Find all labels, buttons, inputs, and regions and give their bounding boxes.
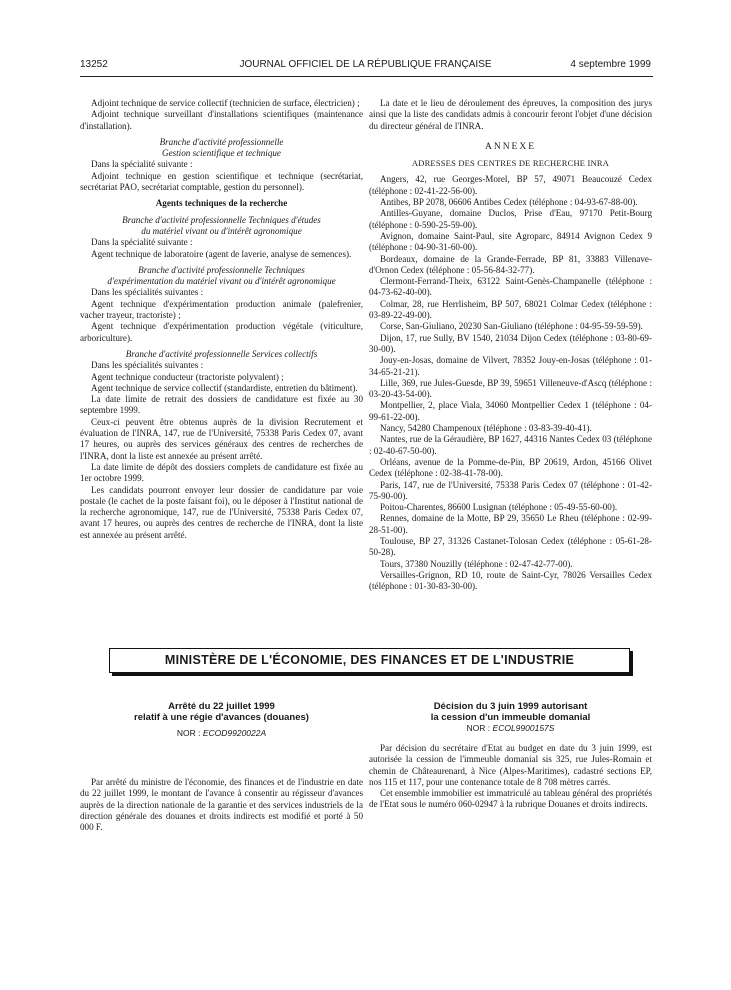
address-entry: Tours, 37380 Nouzilly (téléphone : 02-47-42-77-00). (380, 558, 573, 569)
address-entry: Poitou-Charentes, 86600 Lusignan (téléphone : 05-49-55-60-00). (380, 502, 618, 513)
address-entry: Jouy-en-Josas, domaine de Vilvert, 78352 Jouy-en-Josas (téléphone : 01-34-65-21-21). (369, 355, 652, 377)
right-column (369, 98, 652, 592)
nor-label: NOR : (466, 723, 493, 733)
paragraph: Agent technique de laboratoire (agent de laverie, analyse de semences). (91, 248, 352, 259)
address-entry: Bordeaux, domaine de la Grande-Ferrade, BP 81, 33883 Villenave-d'Ornon Cedex (téléphone : 05-56-84-32-77). (369, 253, 652, 275)
arrete-section (80, 701, 363, 833)
branch-heading: Gestion scientifique et technique (162, 148, 281, 159)
paragraph: La date limite de retrait des dossiers de candidature est fixée au 30 septembre 1999. (80, 394, 363, 416)
header-rule (80, 76, 653, 77)
paragraph: Dans les spécialités suivantes : (91, 360, 204, 371)
annexe-title: ANNEXE (484, 141, 537, 152)
decision-body: Par décision du secrétaire d'Etat au budget en date du 3 juin 1999, est autorisée la cession de l'immeuble domanial sis 325, rue Jules-Romain et chemin de Châteaurenard, à Nice (Alpes-Maritimes), cadastré sections EP, nos 115 et 117, pour une contenance totale de 8 708 mètres carrés. (369, 743, 652, 787)
address-entry: Nancy, 54280 Champenoux (téléphone : 03-83-39-40-41). (380, 423, 592, 434)
page-number: 13252 (80, 59, 108, 70)
paragraph: Agent technique conducteur (tractoriste polyvalent) ; (91, 371, 284, 382)
address-entry: Toulouse, BP 27, 31326 Castanet-Tolosan Cedex (téléphone : 05-61-28-50-28). (369, 535, 652, 558)
nor-reference (369, 723, 652, 734)
nor-label: NOR : (176, 728, 203, 738)
arrete-body: Par arrêté du ministre de l'économie, des finances et de l'industrie en date du 22 juillet 1999, le montant de l'avance à consentir au régisseur d'avances auprès de la direction nationale de la garantie et des services industriels de la direction générale des douanes et droits indirects est modifié et porté à 50 000 F. (80, 777, 363, 833)
address-entry: Angers, 42, rue Georges-Morel, BP 57, 49071 Beaucouzé Cedex (téléphone : 02-41-22-56-00). (369, 174, 652, 196)
address-entry: Antibes, BP 2078, 06606 Antibes Cedex (téléphone : 04-93-67-88-00). (380, 197, 638, 208)
paragraph: Agent technique d'expérimentation production animale (palefrenier, vacher trayeur, tractoriste) ; (80, 298, 363, 321)
decision-title: Décision du 3 juin 1999 autorisant (433, 701, 588, 712)
branch-heading: Branche d'activité professionnelle Techniques d'études (122, 214, 321, 225)
paragraph: Adjoint technique en gestion scientifique et technique (secrétariat, secrétariat PAO, secrétariat comptable, gestion du personnel). (80, 170, 363, 193)
nor-reference (80, 728, 363, 739)
address-entry: Versailles-Grignon, RD 10, route de Saint-Cyr, 78026 Versailles Cedex (téléphone : 01-30-83-30-00). (369, 569, 652, 592)
address-entry: Corse, San-Giuliano, 20230 San-Giuliano (téléphone : 04-95-59-59-59). (380, 321, 643, 332)
paragraph: Agent technique de service collectif (standardiste, entretien du bâtiment). (91, 382, 358, 393)
paragraph: Dans la spécialité suivante : (91, 159, 193, 170)
paragraph: Adjoint technique de service collectif (technicien de surface, électricien) ; (91, 98, 360, 108)
ministry-banner: MINISTÈRE DE L'ÉCONOMIE, DES FINANCES ET DE L'INDUSTRIE (109, 648, 630, 673)
left-column (80, 98, 363, 541)
arrete-subtitle: relatif à une régie d'avances (douanes) (134, 712, 309, 723)
paragraph: Dans les spécialités suivantes : (91, 287, 204, 298)
branch-heading: Branche d'activité professionnelle Techniques (138, 264, 305, 275)
address-entry: Avignon, domaine Saint-Paul, site Agroparc, 84914 Avignon Cedex 9 (téléphone : 04-90-31-60-00). (369, 230, 652, 253)
decision-subtitle: la cession d'un immeuble domanial (430, 712, 591, 723)
arrete-title: Arrêté du 22 juillet 1999 (168, 701, 275, 712)
nor-code: ECOD9920022A (202, 728, 267, 738)
branch-heading: Branche d'activité professionnelle Services collectifs (125, 348, 318, 359)
address-entry: Clermont-Ferrand-Theix, 63122 Saint-Genès-Champanelle (téléphone : 04-73-62-40-00). (369, 276, 652, 298)
paragraph: La date et le lieu de déroulement des épreuves, la composition des jurys ainsi que la liste des candidats admis à concourir feront l'objet d'une décision du directeur général de l'INRA. (369, 98, 652, 131)
address-entry: Orléans, avenue de la Pomme-de-Pin, BP 20619, Ardon, 45166 Olivet Cedex (téléphone : 02-38-41-78-00). (369, 456, 652, 479)
address-entry: Antilles-Guyane, domaine Duclos, Prise d'Eau, 97170 Petit-Bourg (téléphone : 0-590-25-59-00). (369, 208, 652, 230)
nor-code: ECOL9900157S (492, 723, 555, 733)
decision-section (369, 701, 652, 811)
paragraph: Les candidats pourront envoyer leur dossier de candidature par voie postale (le cachet de la poste faisant foi), ou le déposer à l'Institut national de la recherche agronomique, 147, rue de l'Université, 75338 Paris Cedex 07, avant 17 heures, ou auprès des centres de recherche de l'INRA, dont la liste est annexée au présent arrêté. (80, 484, 363, 540)
decision-body: Cet ensemble immobilier est immatriculé au tableau général des propriétés de l'Etat sous le numéro 060-02947 à la rubrique Douanes et droits indirects. (369, 788, 652, 810)
branch-heading: du matériel vivant ou d'intérêt agronomique (141, 225, 302, 236)
branch-heading: d'expérimentation du matériel vivant ou d'intérêt agronomique (107, 276, 336, 287)
issue-date: 4 septembre 1999 (570, 59, 651, 70)
address-entry: Colmar, 28, rue Herrlisheim, BP 507, 68021 Colmar Cedex (téléphone : 03-89-22-49-00). (369, 298, 652, 321)
address-entry: Rennes, domaine de la Motte, BP 29, 35650 Le Rheu (téléphone : 02-99-28-51-00). (369, 513, 652, 535)
address-entry: Montpellier, 2, place Viala, 34060 Montpellier Cedex 1 (téléphone : 04-99-61-22-00). (369, 400, 652, 422)
paragraph: Ceux-ci peuvent être obtenus auprès de la division Recrutement et évaluation de l'INRA, 147, rue de l'Université, 75338 Paris Cedex 07, avant 17 heures, ou auprès des services généraux des centres de recherches de l'INRA, dont la liste est annexée au présent arrêté. (80, 416, 363, 461)
paragraph: Agent technique d'expérimentation production végétale (viticulture, arboriculture). (80, 321, 363, 343)
address-entry: Dijon, 17, rue Sully, BV 1540, 21034 Dijon Cedex (téléphone : 03-80-69-30-00). (369, 332, 652, 354)
address-entry: Paris, 147, rue de l'Université, 75338 Paris Cedex 07 (téléphone : 01-42-75-90-00). (369, 479, 652, 501)
paragraph: Adjoint technique surveillant d'installations scientifiques (maintenance d'installation). (80, 109, 363, 131)
annexe-subtitle: ADRESSES DES CENTRES DE RECHERCHE INRA (411, 158, 610, 169)
paragraph: La date limite de dépôt des dossiers complets de candidature est fixée au 1er octobre 1999. (80, 461, 363, 484)
address-entry: Nantes, rue de la Géraudière, BP 1627, 44316 Nantes Cedex 03 (téléphone : 02-40-67-50-00). (369, 434, 652, 456)
journal-title: JOURNAL OFFICIEL DE LA RÉPUBLIQUE FRANÇAISE (239, 59, 492, 70)
branch-heading: Branche d'activité professionnelle (159, 136, 284, 147)
address-entry: Lille, 369, rue Jules-Guesde, BP 39, 59651 Villeneuve-d'Ascq (téléphone : 03-20-43-54-00). (369, 377, 652, 400)
section-heading: Agents techniques de la recherche (155, 198, 288, 209)
paragraph: Dans la spécialité suivante : (91, 237, 193, 248)
